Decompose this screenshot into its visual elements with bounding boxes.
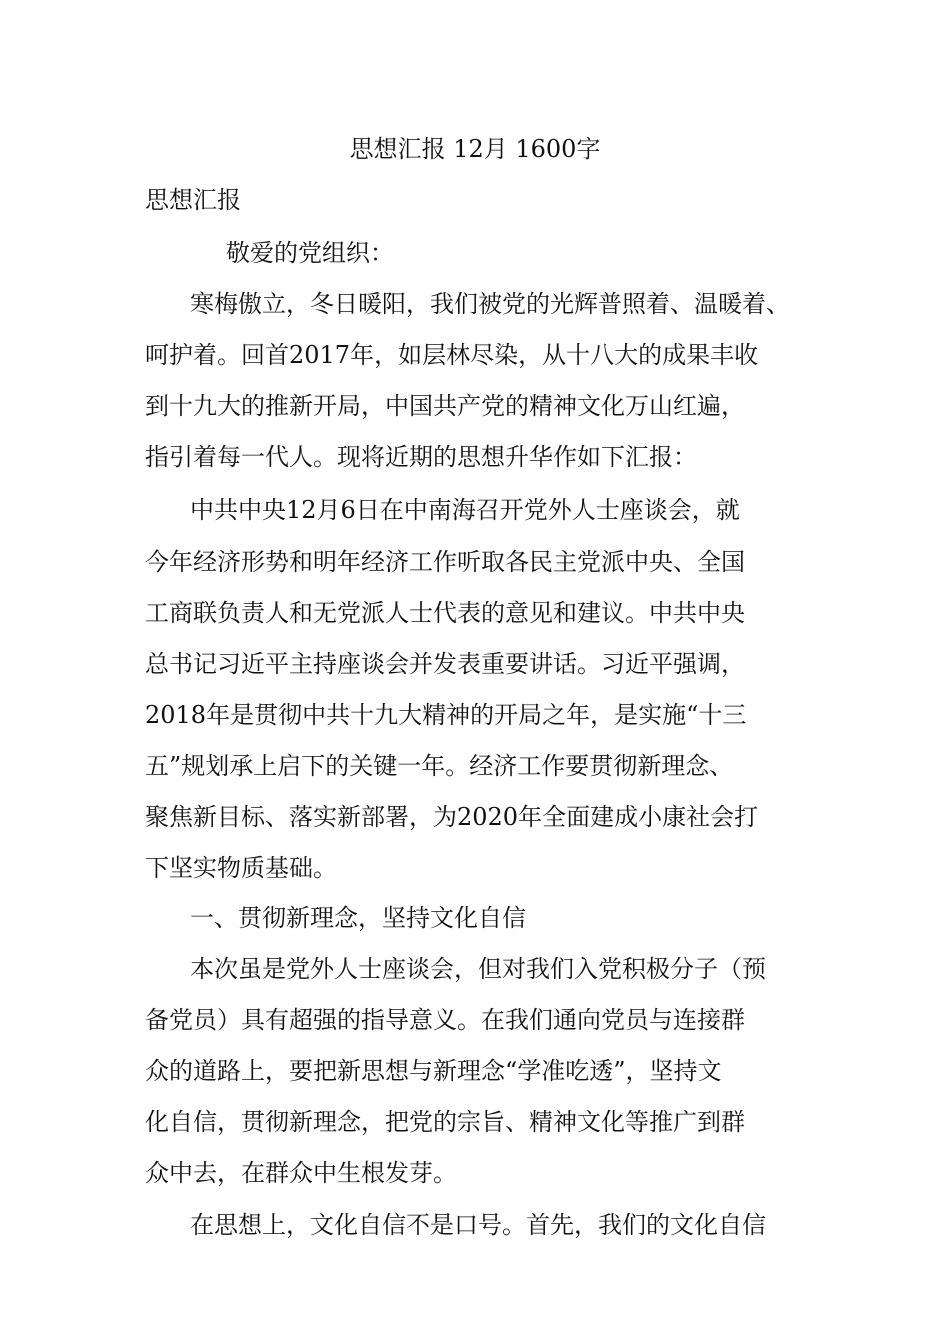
paragraph-line: 2018年是贯彻中共十九大精神的开局之年，是实施“十三 (145, 701, 747, 729)
paragraph-line: 到十九大的推新开局，中国共产党的精神文化万山红遍， (145, 392, 745, 420)
paragraph-line: 五”规划承上启下的关键一年。经济工作要贯彻新理念、 (145, 752, 734, 780)
document-title: 思想汇报 12月 1600字 (349, 135, 601, 163)
paragraph-line: 在思想上，文化自信不是口号。首先，我们的文化自信 (190, 1211, 766, 1239)
paragraph-line: 备党员）具有超强的指导意义。在我们通向党员与连接群 (145, 1006, 745, 1034)
paragraph-line: 今年经济形势和明年经济工作听取各民主党派中央、全国 (145, 548, 745, 576)
section-heading: 一、贯彻新理念，坚持文化自信 (190, 904, 526, 932)
paragraph-line: 聚焦新目标、落实新部署，为2020年全面建成小康社会打 (145, 803, 759, 831)
salutation: 敬爱的党组织： (226, 239, 394, 267)
paragraph-line: 化自信，贯彻新理念，把党的宗旨、精神文化等推广到群 (145, 1108, 745, 1136)
paragraph-line: 众中去，在群众中生根发芽。 (145, 1159, 457, 1187)
paragraph-line: 呵护着。回首2017年，如层林尽染，从十八大的成果丰收 (145, 341, 759, 369)
paragraph-line: 中共中央12月6日在中南海召开党外人士座谈会，就 (190, 496, 740, 524)
paragraph-line: 本次虽是党外人士座谈会，但对我们入党积极分子（预 (190, 955, 766, 983)
paragraph-line: 工商联负责人和无党派人士代表的意见和建议。中共中央 (145, 599, 745, 627)
paragraph-line: 寒梅傲立，冬日暖阳，我们被党的光辉普照着、温暖着、 (190, 290, 790, 318)
paragraph-line: 总书记习近平主持座谈会并发表重要讲话。习近平强调， (145, 650, 745, 678)
paragraph-line: 下坚实物质基础。 (145, 854, 337, 882)
paragraph-line: 众的道路上，要把新思想与新理念“学准吃透”，坚持文 (145, 1057, 722, 1085)
paragraph-line: 指引着每一代人。现将近期的思想升华作如下汇报： (145, 443, 697, 471)
document-heading: 思想汇报 (145, 186, 241, 214)
